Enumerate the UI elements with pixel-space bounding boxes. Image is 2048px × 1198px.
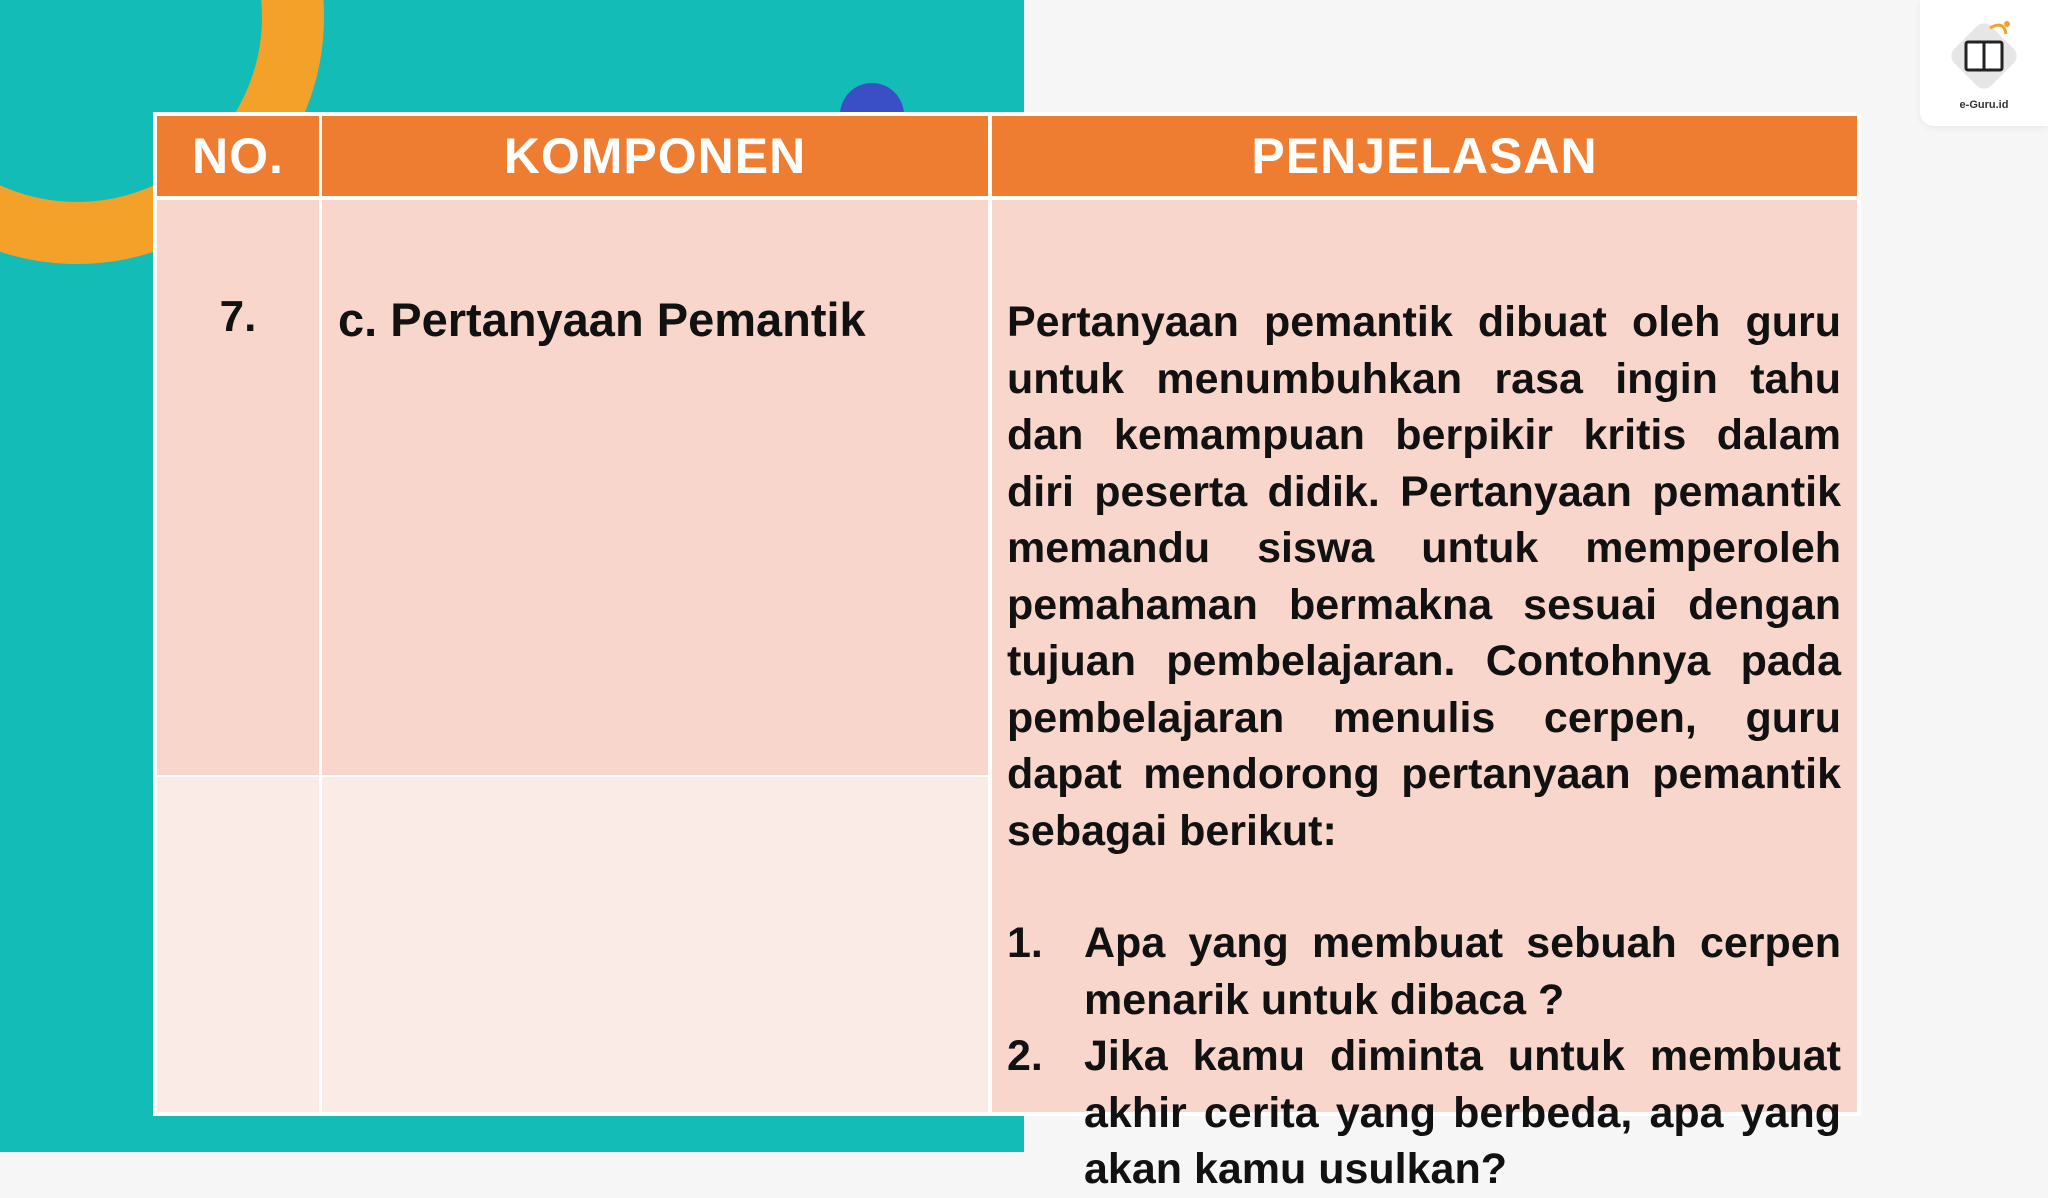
empty-cell-no [157,777,319,1112]
header-komponen: KOMPONEN [322,116,988,196]
book-icon [1944,10,2024,98]
logo-label: e-Guru.id [1959,99,2009,111]
question-text: Jika kamu diminta untuk membuat akhir cerita yang berbeda, apa yang akan kamu usulkan? [1084,1032,1841,1193]
question-item [1007,915,1841,1028]
question-number: 1. [1007,919,1043,967]
header-penjelasan: PENJELASAN [992,116,1857,196]
row-number [157,200,319,775]
question-item [1007,1028,1841,1198]
question-text: Apa yang membuat sebuah cerpen menarik untuk dibaca ? [1084,919,1841,1024]
question-number: 2. [1007,1032,1043,1080]
question-list [1007,915,1841,1198]
e-guru-logo [1920,0,2048,126]
explanation-paragraph: Pertanyaan pemantik dibuat oleh guru untuk menumbuhkan rasa ingin tahu dan kemampuan berpikir kritis dalam diri peserta didik. Pertanyaan pemantik memandu siswa untuk memperoleh pemahaman bermakna sesuai dengan tujuan pembelajaran. Contohnya pada pembelajaran menulis cerpen, guru dapat mendorong pertanyaan pemantik sebagai berikut: [1007,298,1841,855]
komponen-table [153,112,1861,1193]
header-no: NO. [157,116,319,196]
row-number-text: 7. [219,292,257,341]
explanation-cell [992,200,1857,1193]
empty-cell-komponen [322,777,988,1112]
component-cell [322,200,988,775]
component-name: c. Pertanyaan Pemantik [338,293,866,346]
